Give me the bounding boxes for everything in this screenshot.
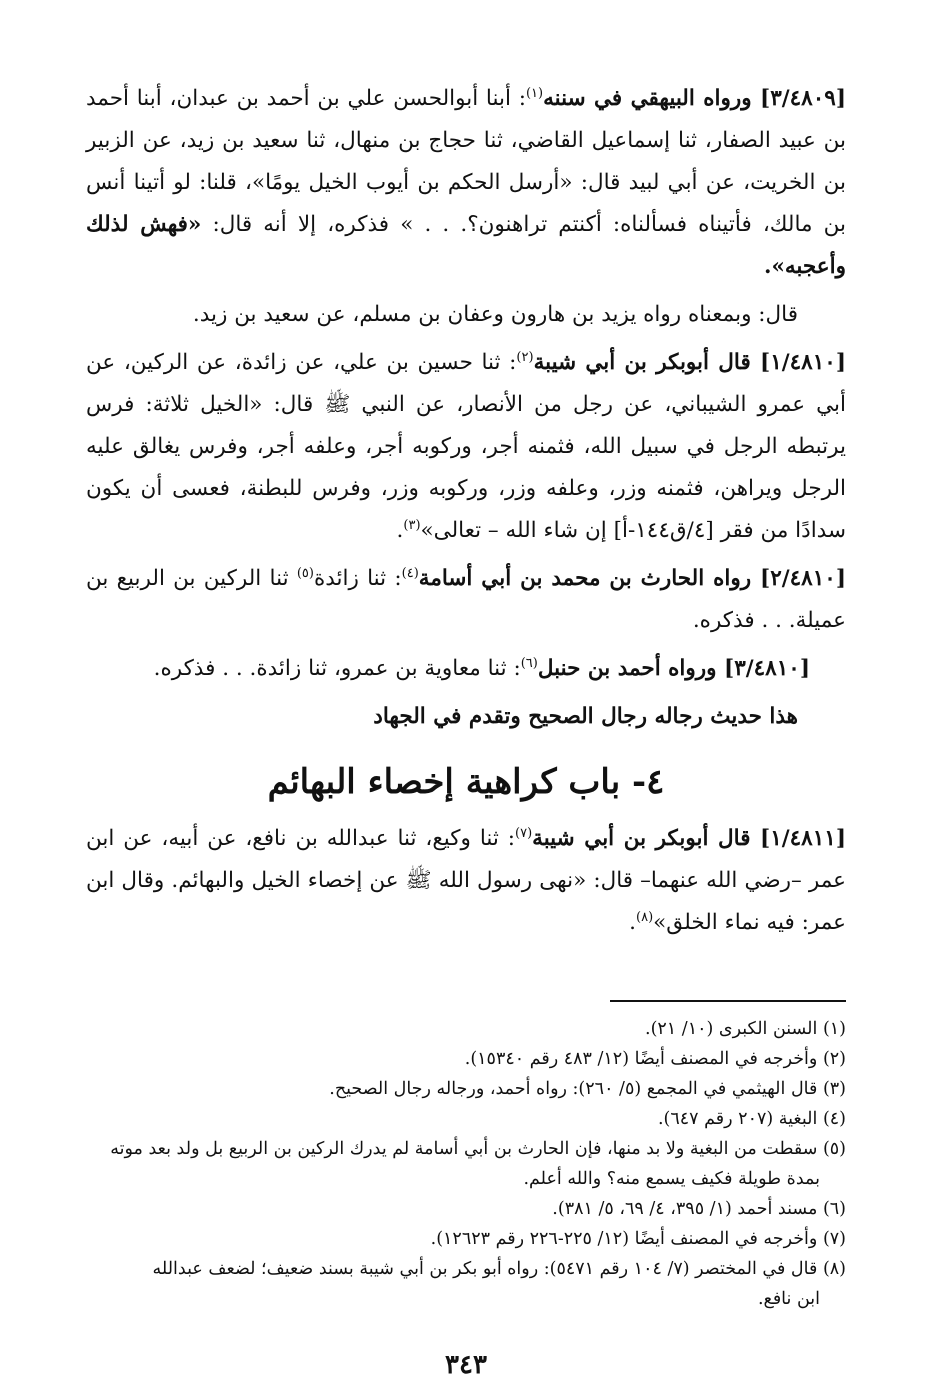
hadith-reference-lead: [١/٤٨١١] قال أبوبكر بن أبي شيبة [532, 826, 847, 851]
footnote-text: مسند أحمد (١/ ٣٩٥، ٤/ ٦٩، ٥/ ٣٨١). [552, 1199, 818, 1219]
grading-note: هذا حديث رجاله رجال الصحيح وتقدم في الجهاد [373, 704, 798, 729]
footnote-text: قال الهيثمي في المجمع (٥/ ٢٦٠): رواه أحمد، ورجاله رجال الصحيح. [329, 1079, 818, 1099]
page-number: ٣٤٣ [445, 1350, 487, 1380]
chapter-title: ٤- باب كراهية إخصاء البهائم [267, 762, 665, 802]
footnote-marker: (٥) [296, 565, 314, 581]
footnote-number: (٧) [822, 1229, 846, 1249]
hadith-text: : ثنا وكيع، ثنا عبدالله بن نافع، عن أبيه، عن ابن عمر –رضي الله عنهما– قال: «نهى رسول الله ﷺ عن إخصاء الخيل والبهائم. وقال ابن عمر: فيه نماء الخلق» [86, 826, 846, 935]
hadith-paragraph-4811-1 [86, 818, 846, 944]
footnote-item [86, 1014, 846, 1044]
footnote-marker: (٧) [515, 825, 533, 841]
footnote-text: سقطت من البغية ولا بد منها، فإن الحارث بن أبي أسامة لم يدرك الركين بن الربيع بل ولد بعد موته [110, 1139, 818, 1159]
footnote-marker: (٣) [403, 517, 421, 533]
hadith-text: : ثنا معاوية بن عمرو، ثنا زائدة. . . فذكره. [153, 656, 521, 681]
footnote-text: وأخرجه في المصنف أيضًا (١٢/ ٤٨٣ رقم ١٥٣٤٠). [464, 1049, 818, 1069]
footnote-text: السنن الكبرى (١٠/ ٢١). [645, 1019, 818, 1039]
hadith-paragraph-4810-1 [86, 342, 846, 552]
footnote-number: (٨) [822, 1259, 846, 1279]
footnote-marker: (١) [525, 85, 544, 101]
hadith-text: : ثنا زائدة [313, 566, 402, 591]
footnote-text: البغية (٢٠٧ رقم ٦٤٧). [657, 1109, 818, 1129]
footnote-number: (١) [822, 1019, 846, 1039]
footnote-number: (٤) [822, 1109, 846, 1129]
footnote-number: (٥) [822, 1139, 846, 1159]
footnote-item [86, 1224, 846, 1254]
footnote-item [86, 1134, 846, 1194]
hadith-quote: «فهش لذلك وأعجبه». [86, 212, 846, 279]
footnote-item [86, 1194, 846, 1224]
footnote-continuation: بمدة طويلة فكيف يسمع منه؟ والله أعلم. [523, 1169, 820, 1189]
footnote-marker: (٨) [636, 909, 654, 925]
footnote-number: (٦) [822, 1199, 846, 1219]
footnote-number: (٢) [822, 1049, 846, 1069]
footnote-text: وأخرجه في المصنف أيضًا (١٢/ ٢٢٥-٢٢٦ رقم ١٢٦٢٣). [430, 1229, 818, 1249]
narration-note [86, 294, 846, 336]
hadith-reference-lead: [١/٤٨١٠] قال أبوبكر بن أبي شيبة [533, 350, 846, 375]
hadith-text: : أبنا أبوالحسن علي بن أحمد بن عبدان، أبنا أحمد بن عبيد الصفار، ثنا إسماعيل القاضي، ثنا حجاج بن منهال، ثنا سعيد بن زيد، عن الزبير بن الخريت، عن أبي لبيد قال: «أرسل الحكم بن أيوب الخيل يومًا»، قلنا: لو أتينا أنس بن مالك، فأتيناه فسألناه: أكنتم تراهنون؟. . . » فذكره، إلا أنه قال: [86, 86, 847, 237]
footnote-item [86, 1074, 846, 1104]
hadith-paragraph-4810-3 [86, 648, 846, 690]
footnote-item [86, 1044, 846, 1074]
hadith-paragraph-4809-3 [86, 78, 846, 288]
hadith-text-tail: ثنا الركين بن الربيع بن عميلة. . . فذكره. [86, 566, 846, 633]
hadith-text-tail: . [629, 910, 637, 935]
footnotes [86, 1014, 846, 1314]
hadith-text-tail: . [396, 518, 404, 543]
narration-note-text: قال: وبمعناه رواه يزيد بن هارون وعفان بن مسلم، عن سعيد بن زيد. [192, 302, 798, 327]
footnote-number: (٣) [822, 1079, 846, 1099]
footnote-text: قال في المختصر (٧/ ١٠٤ رقم ٥٤٧١): رواه أبو بكر بن أبي شيبة بسند ضعيف؛ لضعف عبدالله [152, 1259, 818, 1279]
footnote-marker: (٤) [401, 565, 419, 581]
footnote-marker: (٢) [516, 349, 534, 365]
hadith-reference-lead: [٢/٤٨١٠] رواه الحارث بن محمد بن أبي أسامة [418, 566, 846, 591]
footnote-separator [610, 1000, 846, 1002]
footnote-item [86, 1254, 846, 1314]
hadith-text: : ثنا حسين بن علي، عن زائدة، عن الركين، عن أبي عمرو الشيباني، عن رجل من الأنصار، عن النبي ﷺ قال: «الخيل ثلاثة: فرس يرتبطه الرجل في سبيل الله، فثمنه أجر، وركوبه أجر، وعلفه أجر، وفرس يغالق عليه الرجل ويراهن، فثمنه وزر، وعلفه وزر، وركوبه وزر، وفرس للبطنة، فعسى أن يكون سدادًا من فقر [٤/ق١٤٤-أ] إن شاء الله – تعالى» [86, 350, 846, 543]
footnote-item [86, 1104, 846, 1134]
hadith-paragraph-4810-2 [86, 558, 846, 642]
hadith-reference-lead: [٣/٤٨١٠] ورواه أحمد بن حنبل [537, 656, 810, 681]
footnote-continuation: ابن نافع. [757, 1289, 820, 1309]
footnote-marker: (٦) [520, 655, 538, 671]
hadith-reference-lead: [٣/٤٨٠٩] ورواه البيهقي في سننه [543, 86, 846, 111]
